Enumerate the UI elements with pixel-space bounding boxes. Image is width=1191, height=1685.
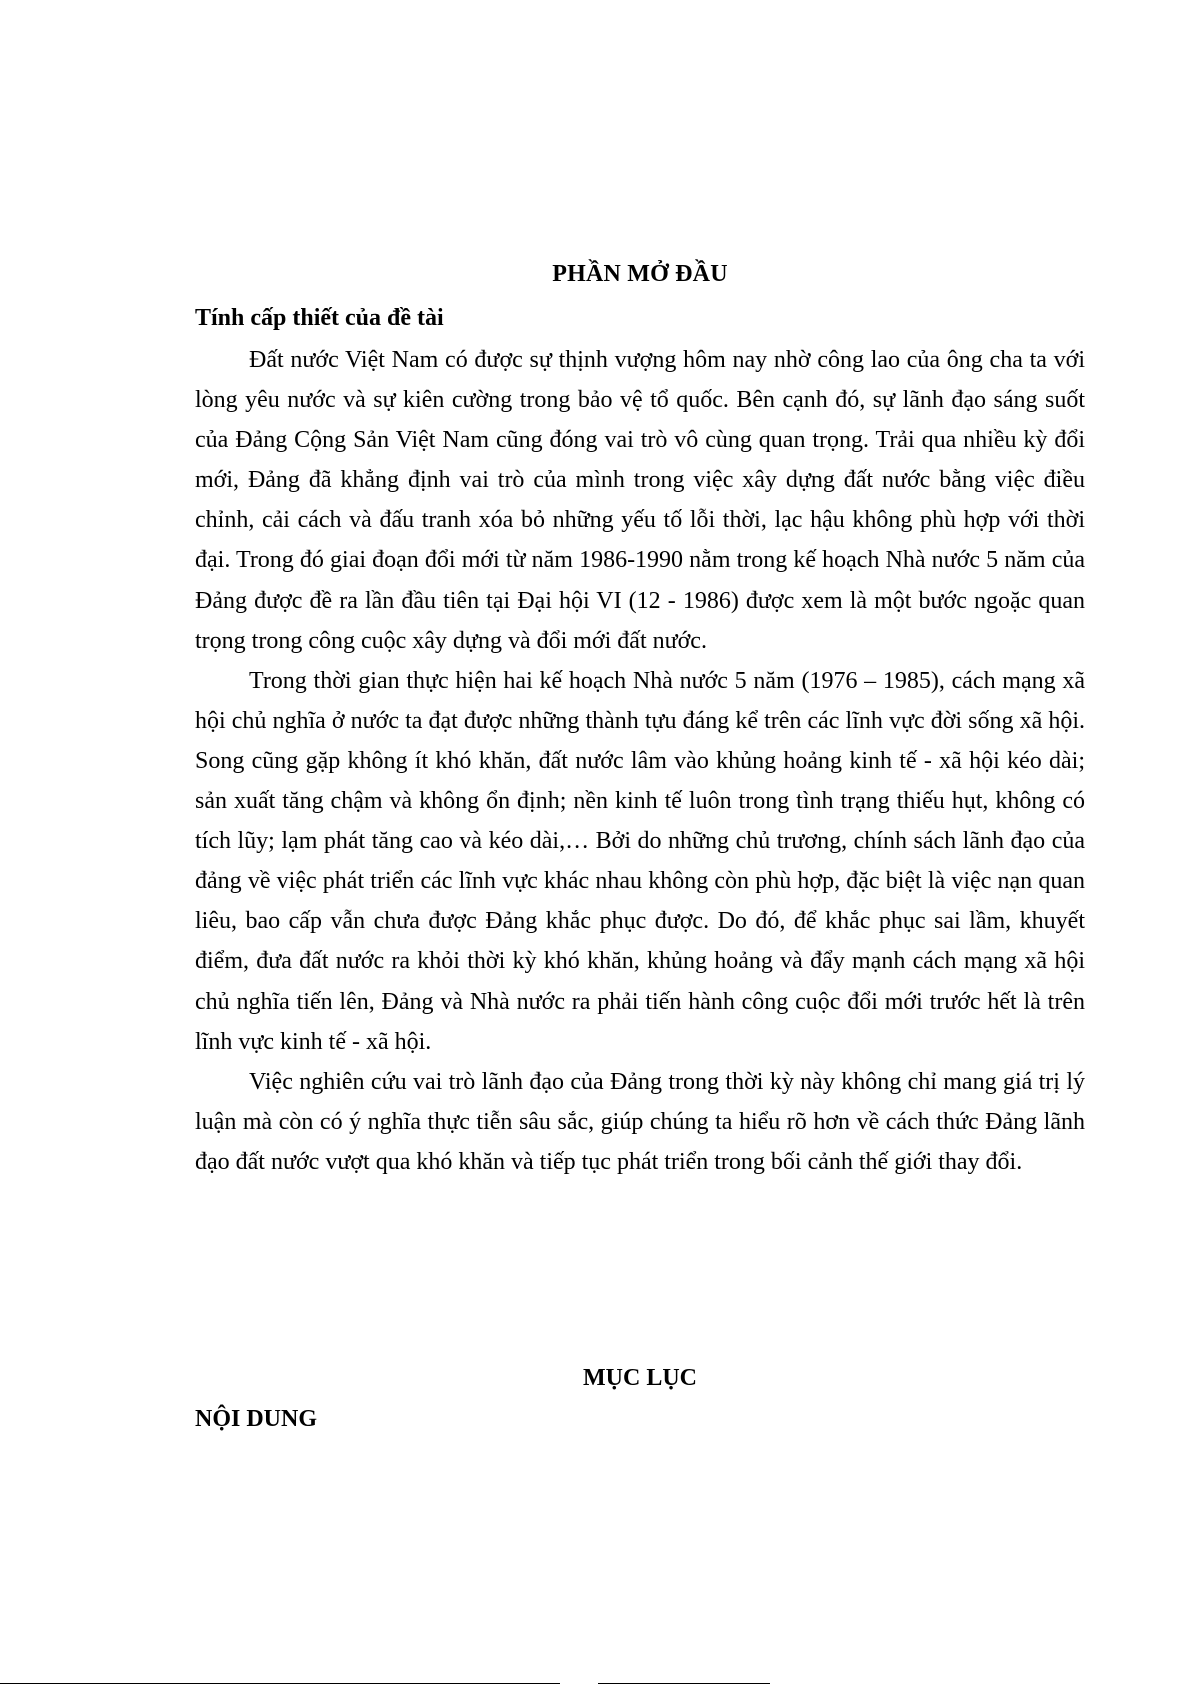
page-title: PHẦN MỞ ĐẦU [552,261,728,287]
paragraph-2: Trong thời gian thực hiện hai kế hoạch Nhà nước 5 năm (1976 – 1985), cách mạng xã hội chủ nghĩa ở nước ta đạt được những thành tựu đáng kể trên các lĩnh vực đời sống xã hội. Song cũng gặp không ít khó khăn, đất nước lâm vào khủng hoảng kinh tế - xã hội kéo dài; sản xuất tăng chậm và không ổn định; nền kinh tế luôn trong tình trạng thiếu hụt, không có tích lũy; lạm phát tăng cao và kéo dài,… Bởi do những chủ trương, chính sách lãnh đạo của đảng về việc phát triển các lĩnh vực khác nhau không còn phù hợp, đặc biệt là việc nạn quan liêu, bao cấp vẫn chưa được Đảng khắc phục được. Do đó, để khắc phục sai lầm, khuyết điểm, đưa đất nước ra khỏi thời kỳ khó khăn, khủng hoảng và đẩy mạnh cách mạng xã hội chủ nghĩa tiến lên, Đảng và Nhà nước ra phải tiến hành công cuộc đổi mới trước hết là trên lĩnh vực kinh tế - xã hội. [195,667,1085,1055]
toc-title: MỤC LỤC [583,1365,697,1391]
section-heading: Tính cấp thiết của đề tài [195,305,444,331]
footer-rule-left [0,1683,560,1684]
paragraph-1: Đất nước Việt Nam có được sự thịnh vượng hôm nay nhờ công lao của ông cha ta với lòng yêu nước và sự kiên cường trong bảo vệ tổ quốc. Bên cạnh đó, sự lãnh đạo sáng suốt của Đảng Cộng Sản Việt Nam cũng đóng vai trò vô cùng quan trọng. Trải qua nhiều kỳ đổi mới, Đảng đã khẳng định vai trò của mình trong việc xây dựng đất nước bằng việc điều chỉnh, cải cách và đấu tranh xóa bỏ những yếu tố lỗi thời, lạc hậu không phù hợp với thời đại. Trong đó giai đoạn đổi mới từ năm 1986-1990 nằm trong kế hoạch Nhà nước 5 năm của Đảng được đề ra lần đầu tiên tại Đại hội VI (12 - 1986) được xem là một bước ngoặc quan trọng trong công cuộc xây dựng và đổi mới đất nước. [195,347,1085,654]
footer-rule-right [598,1683,770,1684]
toc-heading: NỘI DUNG [195,1406,318,1432]
paragraph-3: Việc nghiên cứu vai trò lãnh đạo của Đảng trong thời kỳ này không chỉ mang giá trị lý luận mà còn có ý nghĩa thực tiễn sâu sắc, giúp chúng ta hiểu rõ hơn về cách thức Đảng lãnh đạo đất nước vượt qua khó khăn và tiếp tục phát triển trong bối cảnh thế giới thay đổi. [195,1068,1085,1175]
body-text [195,340,1085,1182]
